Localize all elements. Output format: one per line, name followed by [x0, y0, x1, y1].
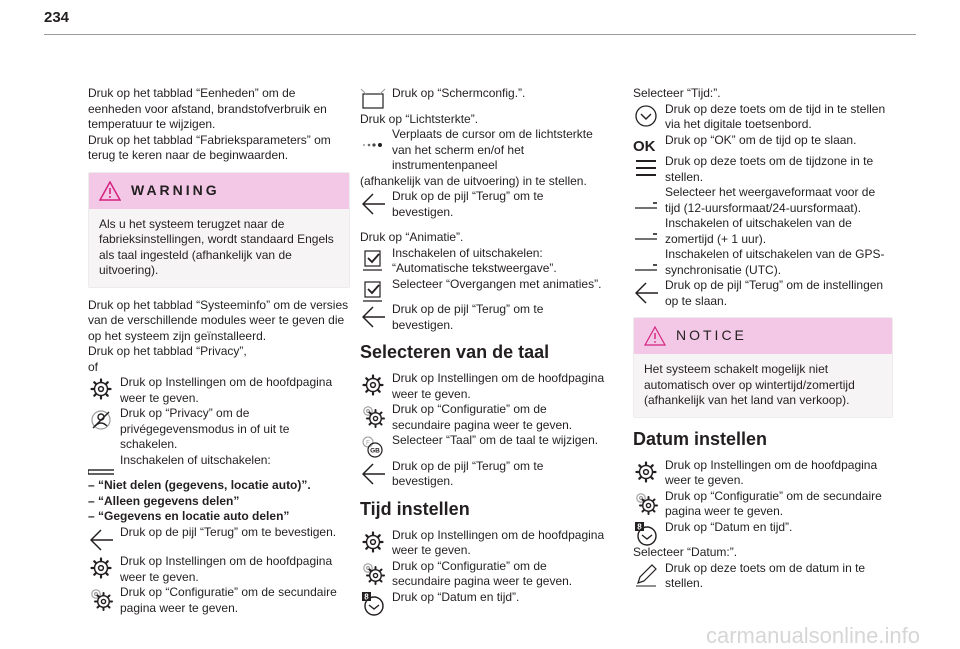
step-settings: Druk op Instellingen om de hoofdpagina weer te geven. [633, 458, 893, 489]
step-brightness-slider: Verplaats de cursor om de lichtsterkte van het scherm en/of het instrumentenpaneel [360, 127, 608, 174]
configuration-gears-icon [360, 403, 386, 429]
paragraph-brightness: Druk op “Lichtsterkte”. [360, 111, 479, 126]
privacy-icon [88, 407, 114, 433]
step-configuration-2: Druk op “Configuratie” om de secundaire pagina weer te geven. [360, 559, 608, 590]
step-ok: OK Druk op “OK” om de tijd op te slaan. [633, 133, 893, 149]
option-data-only: – “Alleen gegevens delen” [88, 493, 240, 508]
step-transitions: Selecteer “Overgangen met animaties”. [360, 277, 608, 293]
step-set-time: Druk op deze toets om de tijd in te stellen via het digitale toetsenbord. [633, 102, 893, 133]
checkbox-icon [360, 247, 386, 273]
language-flag-icon [360, 434, 386, 460]
step-format: Selecteer het weergaveformaat voor de tijd (12-uursformaat/24-uursformaat). [633, 185, 893, 216]
step-back: Druk op de pijl “Terug” om te bevestigen. [88, 525, 350, 541]
step-date-time: Druk op “Datum en tijd”. [360, 590, 608, 606]
option-no-share: – “Niet delen (gegevens, locatie auto)”. [88, 478, 311, 492]
heading-language: Selecteren van de taal [360, 342, 550, 362]
warning-triangle-icon [99, 181, 121, 201]
paragraph-systeminfo: Druk op het tabblad “Systeeminfo” om de versies van de verschillende modules weer te geven die op het systeem zijn geïnstalleerd. [88, 297, 349, 343]
brightness-dots-icon [360, 128, 386, 154]
step-configuration: Druk op “Configuratie” om de secundaire pagina weer te geven. [633, 489, 893, 520]
paragraph-select-date: Selecteer “Datum:”. [633, 545, 738, 559]
step-settings: Druk op Instellingen om de hoofdpagina weer te geven. [88, 375, 350, 406]
back-arrow-icon [88, 526, 114, 552]
paragraph-select-time: Selecteer “Tijd:”. [633, 86, 721, 100]
heading-time: Tijd instellen [360, 498, 470, 519]
step-configuration: Druk op “Configuratie” om de secundaire pagina weer te geven. [88, 585, 350, 616]
heading-date: Datum instellen [633, 428, 768, 449]
notice-body [634, 354, 892, 417]
step-toggle: Inschakelen of uitschakelen: [88, 453, 350, 469]
step-back: Druk op de pijl “Terug” om te bevestigen. [360, 189, 608, 220]
column-2 [360, 86, 608, 605]
paragraph-factory: Druk op het tabblad “Fabrieksparameters” om terug te keren naar de beginwaarden. [88, 132, 331, 162]
step-back: Druk op de pijl “Terug” om de instellingen op te slaan. [633, 278, 893, 309]
warning-title: WARNING [131, 181, 220, 198]
step-back-3: Druk op de pijl “Terug” om te bevestigen. [360, 459, 608, 490]
paragraph-units: Druk op het tabblad “Eenheden” om de eenheden voor afstand, brandstofverbruik en temperatuur te wijzigen. [88, 86, 327, 131]
step-configuration: Druk op “Configuratie” om de secundaire pagina weer te geven. [360, 402, 608, 433]
notice-text: Het systeem schakelt mogelijk niet automatisch over op wintertijd/zomertijd (afhankelijk van het land van verkoop). [644, 362, 855, 407]
header-rule [44, 34, 916, 35]
step-screen-config: Druk op “Schermconfig.”. [360, 86, 608, 102]
step-date-time: Druk op “Datum en tijd”. [633, 520, 893, 536]
notice-header [634, 318, 892, 354]
notice-box [633, 317, 893, 418]
watermark: carmanualsonline.info [705, 622, 920, 648]
toggle-bar-icon [88, 454, 114, 480]
paragraph-or: of [88, 359, 99, 374]
slider-icon [633, 248, 659, 274]
back-arrow-icon [360, 460, 386, 486]
list-icon [633, 155, 659, 181]
date-time-clock-icon [360, 591, 386, 617]
page-number: 234 [44, 9, 70, 26]
back-arrow-icon [633, 279, 659, 305]
svg-text:F: F [366, 440, 370, 447]
step-settings-2: Druk op Instellingen om de hoofdpagina weer te geven. [88, 554, 350, 585]
date-time-clock-icon [633, 521, 659, 547]
settings-gear-icon [88, 376, 114, 402]
option-data-location: – “Gegevens en locatie auto delen” [88, 509, 290, 523]
step-dst: Inschakelen of uitschakelen van de zomertijd (+ 1 uur). [633, 216, 893, 247]
ok-icon: OK [633, 137, 656, 155]
warning-text: Als u het systeem terugzet naar de fabrieksinstellingen, wordt standaard Engels als taal ingesteld (afhankelijk van de uitvoering). [99, 216, 334, 277]
step-settings: Druk op Instellingen om de hoofdpagina weer te geven. [360, 371, 608, 402]
step-gps: Inschakelen of uitschakelen van de GPS-synchronisatie (UTC). [633, 247, 893, 278]
configuration-gears-icon [360, 560, 386, 586]
slider-icon [633, 186, 659, 212]
back-arrow-icon [360, 190, 386, 216]
svg-text:GB: GB [370, 447, 380, 455]
settings-gear-icon [88, 555, 114, 581]
configuration-gears-icon [88, 586, 114, 612]
column-3 [633, 86, 893, 592]
paragraph-animation: Druk op “Animatie”. [360, 230, 464, 244]
screen-config-icon [360, 87, 386, 113]
step-back-2: Druk op de pijl “Terug” om te bevestigen. [360, 302, 608, 333]
warning-body [89, 209, 349, 287]
settings-gear-icon [633, 459, 659, 485]
column-1 [88, 86, 350, 616]
back-arrow-icon [360, 303, 386, 329]
notice-triangle-icon [644, 326, 666, 346]
warning-header [89, 173, 349, 209]
pencil-icon [633, 562, 659, 588]
notice-title: NOTICE [676, 327, 747, 344]
slider-icon [633, 217, 659, 243]
step-timezone: Druk op deze toets om de tijdzone in te stellen. [633, 154, 893, 185]
step-language: F GB Selecteer “Taal” om de taal te wijzigen. [360, 433, 608, 449]
paragraph-brightness-2: (afhankelijk van de uitvoering) in te stellen. [360, 173, 587, 188]
warning-box [88, 172, 350, 288]
step-auto-text: Inschakelen of uitschakelen: “Automatische tekstweergave”. [360, 246, 608, 277]
settings-gear-icon [360, 372, 386, 398]
chevron-down-circle-icon [633, 103, 659, 129]
step-privacy: Druk op “Privacy” om de privégegevensmodus in of uit te schakelen. [88, 406, 350, 453]
checkbox-icon [360, 278, 386, 304]
step-set-date: Druk op deze toets om de datum in te stellen. [633, 561, 893, 592]
step-settings-2: Druk op Instellingen om de hoofdpagina weer te geven. [360, 528, 608, 559]
paragraph-privacy: Druk op het tabblad “Privacy”, [88, 344, 247, 358]
settings-gear-icon [360, 529, 386, 555]
configuration-gears-icon [633, 490, 659, 516]
